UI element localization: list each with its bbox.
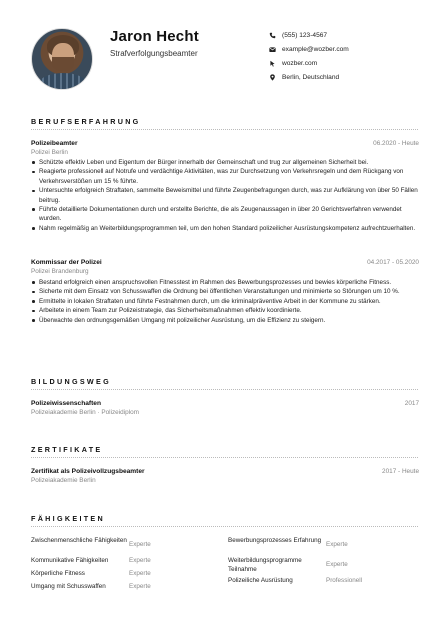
contact-block xyxy=(268,28,428,84)
skill-level: Experte xyxy=(326,541,348,548)
mail-icon xyxy=(268,45,276,53)
skills-left-column xyxy=(31,537,216,596)
skill-name: Körperliche Fitness xyxy=(31,570,85,577)
website-text: wozber.com xyxy=(282,59,318,67)
section-title-experience: BERUFSERFAHRUNG xyxy=(31,117,141,126)
experience-title: Kommissar der Polizei xyxy=(31,259,102,266)
list-item: Arbeitete in einem Team zur Polizeistrategie, das Sicherheitsmaßnahmen effektiv koordinierte. xyxy=(31,306,419,315)
section-divider xyxy=(31,389,418,390)
phone-text: (555) 123-4567 xyxy=(282,31,328,39)
skill-row xyxy=(228,577,413,590)
experience-bullets xyxy=(31,158,419,233)
experience-date: 06.2020 - Heute xyxy=(373,140,419,147)
experience-company: Polizei Berlin xyxy=(31,149,68,156)
list-item: Nahm regelmäßig an Weiterbildungsprogrammen teil, um den hohen Standard polizeilicher Ausrüstungskompetenz aufrechtzuerhalten. xyxy=(31,224,419,233)
skill-name: Zwischenmenschliche Fähigkeiten xyxy=(31,537,127,544)
job-title: Strafverfolgungsbeamter xyxy=(110,49,198,58)
list-item: Führte detaillierte Dokumentationen durch und erstellte Berichte, die als Zeugenaussagen in über 20 Gerichtsverfahren verwendet wurden. xyxy=(31,205,419,224)
contact-phone xyxy=(268,28,428,42)
contact-location xyxy=(268,70,428,84)
skill-row xyxy=(31,537,216,557)
education-date: 2017 xyxy=(404,400,419,407)
skill-row xyxy=(228,557,413,577)
skill-level: Experte xyxy=(129,583,151,590)
section-title-education: BILDUNGSWEG xyxy=(31,377,112,386)
candidate-name: Jaron Hecht xyxy=(110,28,199,45)
resume-header xyxy=(31,28,421,90)
skill-name: Umgang mit Schusswaffen xyxy=(31,583,106,590)
contact-website[interactable] xyxy=(268,56,428,70)
list-item: Ermittelte in lokalen Straftaten und führte Festnahmen durch, um die kriminalpräventive Arbeit in der Kommune zu stärken. xyxy=(31,297,419,306)
list-item: Überwachte den ordnungsgemäßen Umgang mit polizeilicher Ausrüstung, um die Effizienz zu steigern. xyxy=(31,316,419,325)
skill-row xyxy=(31,583,216,596)
location-pin-icon xyxy=(268,73,276,81)
skills-right-column xyxy=(228,537,413,590)
list-item: Reagierte professionell auf Notrufe und verdächtige Aktivitäten, was zur Durchsetzung von Verkehrsregeln und dem Rückgang von Verkehrsverstößen um 15 % führte. xyxy=(31,167,419,186)
skill-level: Experte xyxy=(129,557,151,564)
experience-date: 04.2017 - 05.2020 xyxy=(367,259,419,266)
education-school: Polizeiakademie Berlin · Polizeidiplom xyxy=(31,409,139,416)
skill-level: Experte xyxy=(129,541,151,548)
skill-name: Bewerbungsprozesses Erfahrung xyxy=(228,537,322,544)
section-title-skills: FÄHIGKEITEN xyxy=(31,514,106,523)
section-divider xyxy=(31,526,418,527)
certificate-issuer: Polizeiakademie Berlin xyxy=(31,477,96,484)
education-title: Polizeiwissenschaften xyxy=(31,400,101,407)
profile-photo xyxy=(31,28,93,90)
skill-name: Weiterbildungsprogramme Teilnahme xyxy=(228,557,302,573)
skill-name: Polizeiliche Ausrüstung xyxy=(228,577,293,584)
experience-title: Polizeibeamter xyxy=(31,140,78,147)
certificate-title: Zertifikat als Polizeivollzugsbeamter xyxy=(31,468,145,475)
skill-level: Professionell xyxy=(326,577,363,584)
skill-row xyxy=(228,537,413,557)
location-text: Berlin, Deutschland xyxy=(282,73,340,81)
list-item: Sicherte mit dem Einsatz von Schusswaffen die Ordnung bei öffentlichen Veranstaltungen und minimierte so Störungen um 10 %. xyxy=(31,287,419,296)
cursor-link-icon xyxy=(268,59,276,67)
skill-name: Kommunikative Fähigkeiten xyxy=(31,557,109,564)
section-divider xyxy=(31,129,418,130)
skill-level: Experte xyxy=(326,561,348,568)
skill-row xyxy=(31,557,216,570)
experience-company: Polizei Brandenburg xyxy=(31,268,89,275)
experience-bullets xyxy=(31,278,419,325)
contact-email[interactable] xyxy=(268,42,428,56)
list-item: Schützte effektiv Leben und Eigentum der Bürger innerhalb der Gemeinschaft und trug zur allgemeinen Sicherheit bei. xyxy=(31,158,419,167)
email-text: example@wozber.com xyxy=(282,45,349,53)
certificate-date: 2017 - Heute xyxy=(382,468,419,475)
section-title-certificates: ZERTIFIKATE xyxy=(31,445,103,454)
section-divider xyxy=(31,457,418,458)
phone-icon xyxy=(268,31,276,39)
skill-level: Experte xyxy=(129,570,151,577)
skill-row xyxy=(31,570,216,583)
list-item: Untersuchte erfolgreich Straftaten, sammelte Beweismittel und führte Zeugenbefragungen durch, was zur Aufklärung von über 50 Fällen beitrug. xyxy=(31,186,419,205)
list-item: Bestand erfolgreich einen anspruchsvollen Fitnesstest im Rahmen des Bewerbungsprozesses und bewies körperliche Fitness. xyxy=(31,278,419,287)
